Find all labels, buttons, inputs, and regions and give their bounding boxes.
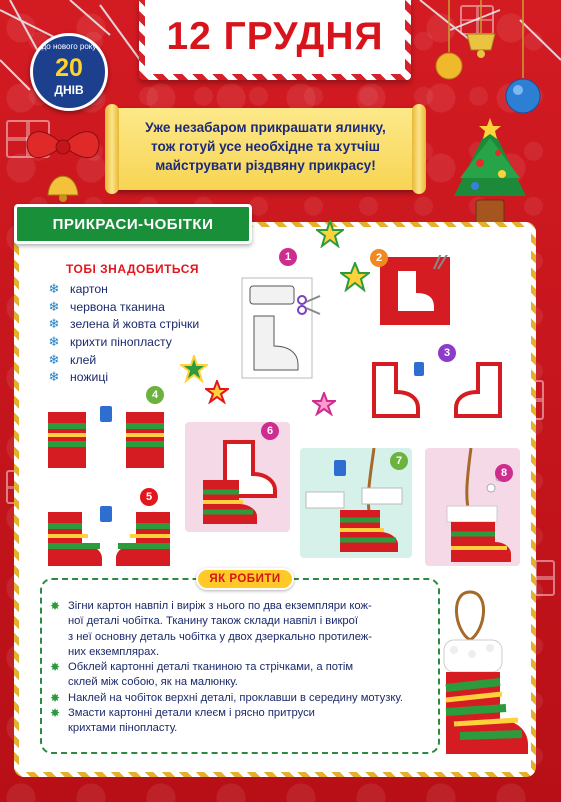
countdown-badge — [30, 33, 108, 111]
star-icon — [316, 220, 344, 248]
list-item — [46, 298, 199, 316]
material-label: клей — [70, 352, 97, 367]
star-icon — [180, 355, 208, 383]
instructions-title-badge — [196, 568, 294, 590]
snowflake-icon: ❄ — [48, 333, 60, 349]
step-1-illustration — [240, 251, 324, 380]
step-2-illustration — [375, 252, 460, 327]
instructions-list — [50, 599, 445, 737]
section-banner — [14, 204, 252, 244]
boot-ornament-icon — [420, 590, 530, 780]
material-label: крихти пінопласту — [70, 334, 172, 349]
intro-text: Уже незабаром прикрашати ялинку, тож готуй усе необхідне та хутчіш майструвати різдвяну прикрасу! — [145, 120, 386, 173]
fabric-cutting-icon — [380, 255, 460, 327]
bell-bow-icon — [18, 115, 108, 205]
step-4-illustration — [40, 389, 178, 470]
step-number-5: 5 — [140, 488, 158, 506]
step-6-illustration — [185, 422, 290, 532]
list-item — [46, 351, 199, 369]
step-number-1: 1 — [279, 248, 297, 266]
material-label: картон — [70, 281, 108, 296]
snowflake-icon: ❄ — [48, 351, 60, 367]
countdown-caption: до нового року — [41, 42, 97, 51]
countdown-unit: ДНІВ — [54, 83, 84, 97]
step-number-6: 6 — [261, 422, 279, 440]
bullet-star-icon: ✸ — [50, 690, 61, 705]
step-number-3: 3 — [438, 344, 456, 362]
striped-boots-icon — [40, 398, 178, 470]
step-8-illustration — [425, 448, 520, 566]
list-item — [50, 691, 445, 706]
snowflake-icon: ❄ — [48, 369, 60, 385]
christmas-tree-icon — [440, 118, 540, 238]
step-5-illustration — [40, 492, 178, 570]
intro-scroll — [113, 108, 418, 190]
ornament-icon — [405, 0, 561, 125]
bullet-star-icon: ✸ — [50, 706, 61, 721]
instruction-text: Наклей на чобіток верхні деталі, проклавши в середину мотузку. — [68, 691, 403, 704]
step-3-illustration — [362, 347, 512, 424]
star-icon — [312, 392, 336, 416]
cardboard-boots-icon — [362, 356, 512, 424]
list-item — [50, 706, 445, 737]
list-item — [50, 660, 445, 691]
step-number-8: 8 — [495, 464, 513, 482]
list-item — [46, 280, 199, 298]
assembled-boots-icon — [40, 492, 178, 570]
list-item — [46, 368, 199, 386]
instruction-text: Обклей картонні деталі тканиною та стрічками, а потім склей між собою, як на малюнку. — [68, 661, 354, 689]
snowflake-icon: ❄ — [48, 280, 60, 296]
step-7-illustration — [300, 448, 412, 558]
bullet-star-icon: ✸ — [50, 660, 61, 675]
material-label: червона тканина — [70, 299, 165, 314]
materials-title: ТОБІ ЗНАДОБИТЬСЯ — [66, 262, 200, 276]
instruction-text: Зігни картон навпіл і виріж з нього по два екземпляри кож- ної деталі чобітка. Тканину також склади навпіл і викрої з неї основну деталь чобітка у двох дзеркально протилеж- них екземплярах. — [68, 600, 373, 658]
list-item — [50, 599, 445, 660]
page-title: 12 ГРУДНЯ — [166, 15, 384, 58]
star-icon — [340, 262, 370, 292]
section-title: ПРИКРАСИ-ЧОБІТКИ — [52, 215, 214, 233]
snowflake-icon: ❄ — [48, 316, 60, 332]
material-label: зелена й жовта стрічки — [70, 317, 200, 332]
list-item — [46, 333, 199, 351]
bullet-star-icon: ✸ — [50, 599, 61, 613]
cardboard-template-icon — [240, 270, 324, 380]
material-label: ножиці — [70, 370, 109, 385]
countdown-number: 20 — [55, 54, 83, 82]
list-item — [46, 315, 199, 333]
date-title-card — [139, 0, 411, 80]
star-icon — [205, 380, 229, 404]
step-number-7: 7 — [390, 452, 408, 470]
instructions-box — [40, 578, 440, 754]
step-number-2: 2 — [370, 249, 388, 267]
materials-list — [46, 280, 199, 386]
step-number-4: 4 — [146, 386, 164, 404]
snowflake-icon: ❄ — [48, 298, 60, 314]
instruction-text: Змасти картонні детали клеєм і рясно притруси крихтами пінопласту. — [68, 707, 315, 735]
instructions-title: ЯК РОБИТИ — [209, 573, 281, 585]
